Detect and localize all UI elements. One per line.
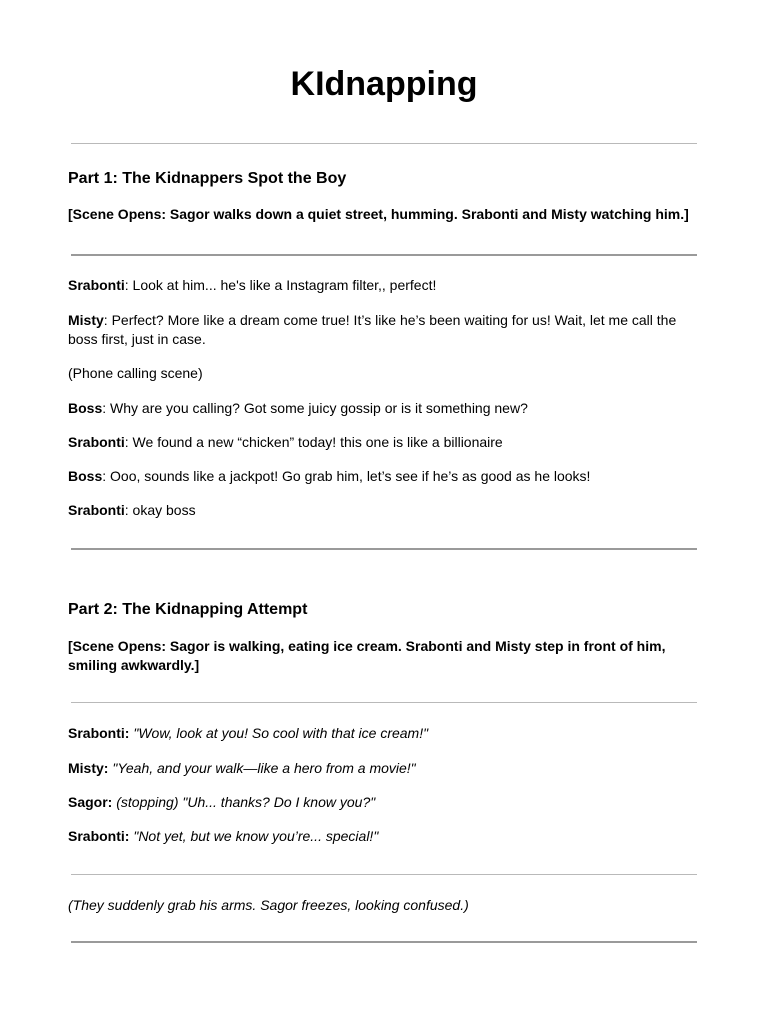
dialogue-text: : Why are you calling? Got some juicy gossip or is it something new? bbox=[102, 400, 528, 416]
part2-scene-direction: [Scene Opens: Sagor is walking, eating ice cream. Srabonti and Misty step in front of him, smiling awkwardly.] bbox=[68, 638, 666, 673]
dialogue-text: : Perfect? More like a dream come true! It’s like he’s been waiting for us! Wait, let me call the boss first, just in case. bbox=[68, 312, 677, 347]
speaker-name: Srabonti: bbox=[68, 725, 130, 741]
divider bbox=[71, 874, 697, 875]
dialogue-line bbox=[68, 467, 708, 486]
dialogue-text: : okay boss bbox=[124, 502, 196, 518]
dialogue-text: (stopping) "Uh... thanks? Do I know you?" bbox=[116, 794, 376, 810]
dialogue-line bbox=[68, 501, 708, 520]
dialogue-text: "Yeah, and your walk—like a hero from a movie!" bbox=[112, 760, 416, 776]
dialogue-text: (Phone calling scene) bbox=[68, 365, 203, 381]
speaker-name: Srabonti: bbox=[68, 828, 130, 844]
dialogue-text: : Look at him... he's like a Instagram filter,, perfect! bbox=[124, 277, 437, 293]
dialogue-line bbox=[68, 276, 708, 295]
dialogue-line bbox=[68, 793, 708, 812]
document-title: KIdnapping bbox=[290, 65, 478, 103]
divider bbox=[71, 254, 697, 256]
dialogue-line bbox=[68, 433, 708, 452]
dialogue-line bbox=[68, 364, 708, 383]
divider bbox=[71, 941, 697, 943]
part1-scene-direction: [Scene Opens: Sagor walks down a quiet street, humming. Srabonti and Misty watching him.] bbox=[68, 206, 689, 222]
dialogue-line bbox=[68, 827, 708, 846]
speaker-name: Misty bbox=[68, 312, 104, 328]
dialogue-line bbox=[68, 724, 708, 743]
speaker-name: Sagor: bbox=[68, 794, 113, 810]
divider bbox=[71, 548, 697, 550]
dialogue-text: : Ooo, sounds like a jackpot! Go grab him, let’s see if he’s as good as he looks! bbox=[102, 468, 591, 484]
speaker-name: Srabonti bbox=[68, 277, 125, 293]
divider bbox=[71, 143, 697, 144]
speaker-name: Srabonti bbox=[68, 434, 125, 450]
speaker-name: Srabonti bbox=[68, 502, 125, 518]
dialogue-text: "Not yet, but we know you’re... special!" bbox=[133, 828, 379, 844]
stage-direction: (They suddenly grab his arms. Sagor freezes, looking confused.) bbox=[68, 897, 469, 913]
part2-heading: Part 2: The Kidnapping Attempt bbox=[68, 601, 308, 618]
part1-heading: Part 1: The Kidnappers Spot the Boy bbox=[68, 170, 347, 187]
dialogue-line bbox=[68, 311, 708, 349]
dialogue-line bbox=[68, 759, 708, 778]
dialogue-line bbox=[68, 399, 708, 418]
dialogue-text: "Wow, look at you! So cool with that ice cream!" bbox=[133, 725, 429, 741]
speaker-name: Misty: bbox=[68, 760, 109, 776]
speaker-name: Boss bbox=[68, 468, 103, 484]
dialogue-text: : We found a new “chicken” today! this one is like a billionaire bbox=[124, 434, 503, 450]
divider bbox=[71, 702, 697, 703]
speaker-name: Boss bbox=[68, 400, 103, 416]
